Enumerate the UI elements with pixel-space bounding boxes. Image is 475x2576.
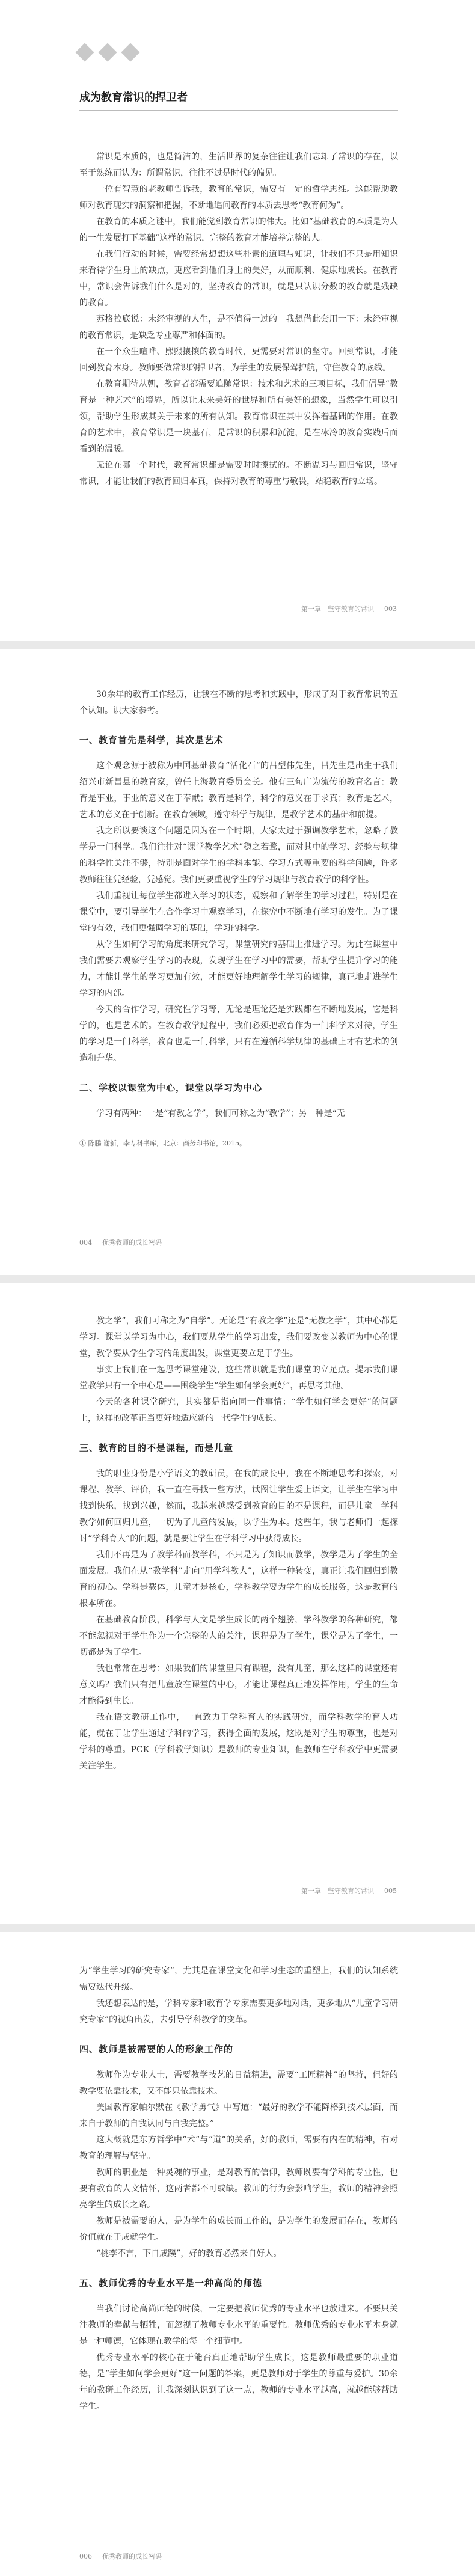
paragraph: 从学生如何学习的角度来研究学习，课堂研究的基础上推进学习。为此在课堂中我们需要去观察学生学习的表现，发现学生在学习中的需要，帮助学生提升学习的能力，才能让学生的学习更加有效，才能更好地理解学生学习的规律，真正地走进学生学习的内部。 <box>79 940 398 998</box>
paragraph: 在教育期待从朝，教育者都需要追随常识：技术和艺术的三项目标，我们倡导“教育是一种艺术”的境界，所以让未来美好的世界和所有美好的想象，当然学生可以引领，帮助学生形成其关于未来的所有认知。教育常识在其中发挥着基础的作用。在教育的艺术中，教育常识是一块基石，是常识的积累和沉淀，是在冰冷的教育实践后面看到的温暖。 <box>79 379 398 454</box>
paragraph: 我也常常在思考：如果我们的课堂里只有课程，没有儿童，那么这样的课堂还有意义吗？我们只有把儿童放在课堂的中心，才能让课程真正地发挥作用，学生的生命才能得到生长。 <box>79 1664 398 1706</box>
paragraph: 教师的职业是一种灵魂的事业，是对教育的信仰，教师既要有学科的专业性，也要有教育的人文情怀，这两者都不可或缺。教师的行为会影响学生，教师的精神会照亮学生的成长之路。 <box>79 2168 398 2210</box>
running-book-title: 优秀教师的成长密码 <box>102 1239 162 1247</box>
section-heading: 五、教师优秀的专业水平是一种高尚的师德 <box>79 2278 263 2289</box>
running-chapter-title: 第一章 坚守教育的常识 <box>301 605 374 613</box>
section-heading: 二、学校以课堂为中心，课堂以学习为中心 <box>79 1082 263 1093</box>
page1-body <box>79 149 398 490</box>
section-heading: 一、教育首先是科学，其次是艺术 <box>79 735 224 746</box>
page-number: 003 <box>384 604 397 613</box>
diamond-ornament-icon <box>121 43 139 61</box>
paragraph: 今天的合作学习，研究性学习等，无论是理论还是实践都在不断地发展，它是科学的，也是艺术的。在教育教学过程中，我们必须把教育作为一门科学来对待，学生的学习是一门科学，教育也是一门科学，只有在遵循科学规律的基础上才有艺术的创造和升华。 <box>79 1005 398 1063</box>
title-divider <box>79 110 398 111</box>
diamond-ornament-icon <box>98 43 117 61</box>
paragraph: 无论在哪一个时代，教育常识都是需要时时擦拭的。不断温习与回归常识，坚守常识，才能让我们的教育回归本真，保持对教育的尊重与敬畏，站稳教育的立场。 <box>79 461 398 486</box>
running-book-title: 优秀教师的成长密码 <box>102 2553 162 2560</box>
page-footer <box>79 2551 162 2561</box>
section-title: 成为教育常识的捍卫者 <box>79 91 188 104</box>
decorative-diamonds <box>78 46 143 59</box>
page-004 <box>0 649 475 1275</box>
paragraph: 教师作为专业人士，需要教学技艺的日益精进，需要“工匠精神”的坚持，但好的教学要依靠技术，又不能只依靠技术。 <box>79 2070 398 2096</box>
paragraph: 当我们讨论高尚师德的时候，一定要把教师优秀的专业水平也放进来。不要只关注教师的奉献与牺牲，而忽视了教师专业水平的重要性。教师优秀的专业水平本身就是一种师德，它体现在教学的每一个细节中。 <box>79 2304 398 2346</box>
paragraph: 教师是被需要的人，是为学生的成长而工作的，是为学生的发展而存在，教师的价值就在于成就学生。 <box>79 2216 398 2242</box>
page-number: 006 <box>79 2552 92 2560</box>
footnote: ① 陈鹏 谢新，李专科书库，北京：商务印书馆，2015。 <box>79 1139 246 1147</box>
running-chapter-title: 第一章 坚守教育的常识 <box>301 1887 374 1895</box>
paragraph: 学习有两种：一是“有教之学”，我们可称之为“教学”；另一种是“无 <box>96 1109 345 1118</box>
paragraph: 美国教育家帕尔默在《教学勇气》中写道：“最好的教学不能降格到技术层面，而来自于教师的自我认同与自我完整。” <box>79 2103 398 2129</box>
page-footer <box>301 604 397 613</box>
paragraph: 一位有智慧的老教师告诉我，教育的常识，需要有一定的哲学思维。这能帮助教师对教育现实的洞察和把握，不断地追问教育的本质去思考“教育何为”。 <box>79 185 398 210</box>
section-heading: 四、教师是被需要的人的形象工作的 <box>79 2044 234 2055</box>
page3-body <box>79 1313 398 1774</box>
paragraph: 优秀专业水平的核心在于能否真正地帮助学生成长，这是教师最重要的职业道德，是“学生如何学会更好”这一问题的答案，更是教师对于学生的尊重与爱护。30余年的教研工作经历，让我深刻认识到了这一点，教师的专业水平越高，就越能够帮助学生。 <box>79 2353 398 2411</box>
page-footer <box>79 1237 162 1247</box>
page2-body <box>79 687 398 1149</box>
paragraph: 这大概就是东方哲学中“术”与“道”的关系，好的教师，需要有内在的精神，有对教育的理解与坚守。 <box>79 2135 398 2161</box>
diamond-ornament-icon <box>75 43 94 61</box>
page-003 <box>0 0 475 641</box>
paragraph: 我还想表达的是，学科专家和教育学专家需要更多地对话，更多地从“儿童学习研究专家”的视角出发，去引导学科教学的变革。 <box>79 1999 398 2025</box>
paragraph: 苏格拉底说：未经审视的人生，是不值得一过的。我想借此套用一下：未经审视的教育常识，是缺乏专业尊严和体面的。 <box>79 314 398 340</box>
paragraph: 这个观念源于被称为中国基础教育“活化石”的吕型伟先生，吕先生是出生于我们绍兴市新昌县的教育家，曾任上海教育委员会长。他有三句广为流传的教育名言：教育是事业，事业的意义在于奉献；教育是科学，科学的意义在于求真；教育是艺术，艺术的意义在于创新。在教育领域，遵守科学与规律，是教学艺术的基础和前提。 <box>79 761 398 820</box>
paragraph: 在教育的本质之谜中，我们能觉到教育常识的伟大。比如“基础教育的本质是为人的一生发展打下基础”这样的常识，完整的教育才能培养完整的人。 <box>79 217 398 243</box>
section-heading: 三、教育的目的不是课程，而是儿童 <box>79 1443 234 1453</box>
paragraph: 在基础教育阶段，科学与人文是学生成长的两个翅膀，学科教学的各种研究，都不能忽视对于学生作为一个完整的人的关注，课程是为了学生，课堂是为了学生，一切都是为了学生。 <box>79 1615 398 1657</box>
paragraph: 我的职业身份是小学语文的教研员，在我的成长中，我在不断地思考和探索，对课程、教学、评价，我一直在寻找一些方法，试图让学生爱上语文，让学生在学习中找到快乐，找到兴趣，然而，我越来越感受到教育的目的不是课程，而是儿童。学科教学如何回归儿童，一切为了儿童的发展，以学生为本。这些年，我与老师们一起探讨“学科育人”的问题，就是要让学生在学科学习中获得成长。 <box>79 1469 398 1544</box>
paragraph: 我们不再是为了教学科而教学科，不只是为了知识而教学，教学是为了学生的全面发展。我们在从“教学科”走向“用学科教人”，这样一种转变，真正让我们回归到教育的初心。学科是载体，儿童才是核心，学科教学要为学生的成长服务，这是教育的根本所在。 <box>79 1550 398 1608</box>
paragraph: “桃李不言，下自成蹊”，好的教育必然来自好人。 <box>96 2249 282 2259</box>
page-number: 004 <box>79 1238 92 1247</box>
page-006 <box>0 1932 475 2576</box>
paragraph: 30余年的教育工作经历，让我在不断的思考和实践中，形成了对于教育常识的五个认知。识大家参考。 <box>79 690 398 716</box>
paragraph: 在一个众生喧哗、熙熙攘攘的教育时代，更需要对常识的坚守。回到常识，才能回到教育本身。教师要做常识的捍卫者，为学生的发展保驾护航，守住教育的底线。 <box>79 347 398 373</box>
paragraph: 今天的各种课堂研究，其实都是指向同一件事情：“学生如何学会更好”的问题上，这样的改革正当更好地适应新的一代学生的成长。 <box>79 1397 398 1423</box>
page-005 <box>0 1283 475 1924</box>
page4-body <box>79 1963 398 2415</box>
page-footer <box>301 1886 397 1895</box>
page-number: 005 <box>384 1886 397 1895</box>
paragraph: 我在语文教研工作中，一直致力于学科育人的实践研究，而学科教学的育人功能，就在于让学生通过学科的学习，获得全面的发展，这既是对学生的尊重，也是对学科的尊重。PCK（学科教学知识）是教师的专业知识，但教师在学科教学中更需要关注学生。 <box>79 1713 398 1771</box>
paragraph: 常识是本质的，也是简洁的，生活世界的复杂往往让我们忘却了常识的存在，以至于熟练而认为：所谓常识，往往不过是时代的偏见。 <box>79 152 398 178</box>
paragraph: 在我们行动的时候，需要经常想想这些朴素的道理与知识，让我们不只是用知识来看待学生身上的缺点，更应看到他们身上的美好，从而顺利、健康地成长。在教育中，常识会告诉我们什么是对的，坚持教育的常识，就是只认识分数的教育就是残缺的教育。 <box>79 250 398 308</box>
paragraph: 我们重视让每位学生都进入学习的状态，观察和了解学生的学习过程，特别是在课堂中，要引导学生在合作学习中观察学习，在探究中不断地有学习的发生。为了课堂的有效，我们更强调学习的基础，学习的科学。 <box>79 891 398 933</box>
paragraph: 事实上我们在一起思考课堂建设，这些常识就是我们课堂的立足点。提示我们课堂教学只有一个中心是——围绕学生“学生如何学会更好”，再思考其他。 <box>79 1365 398 1391</box>
paragraph: 为“学生学习的研究专家”，尤其是在课堂文化和学习生态的重塑上，我们的认知系统需要迭代升级。 <box>79 1966 398 1992</box>
paragraph: 我之所以要谈这个问题是因为在一个时期，大家太过于强调教学艺术，忽略了教学是一门科学。我们往往对“课堂教学艺术”稳之若鹜，而对其中的学习、经验与规律的科学性关注不够，特别是面对学生的学科本能、学习方式等重要的科学问题，许多教师往往凭经验，凭感觉。我们更要重视学生的学习规律与教育教学的科学性。 <box>79 826 398 885</box>
paragraph: 教之学”，我们可称之为“自学”。无论是“有教之学”还是“无教之学”，其中心都是学习。课堂以学习为中心，我们要从学生的学习出发，我们要改变以教师为中心的课堂，教学要从学生学习的角度出发，课堂更要立足于学生。 <box>79 1316 398 1358</box>
